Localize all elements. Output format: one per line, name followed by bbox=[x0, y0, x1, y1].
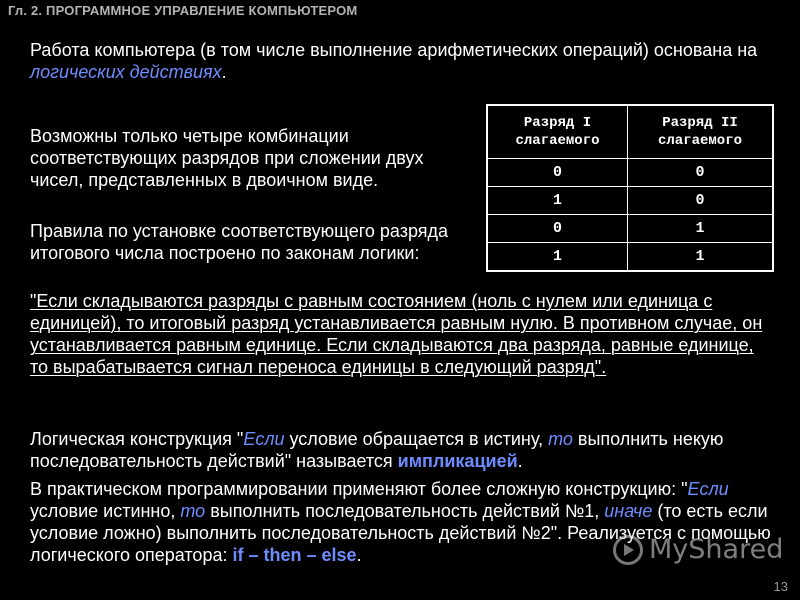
table-row bbox=[487, 159, 773, 187]
table-row bbox=[487, 215, 773, 243]
practice-operator: if – then – else bbox=[232, 545, 357, 565]
page-number: 13 bbox=[773, 579, 788, 594]
table-cell: 1 bbox=[487, 187, 628, 215]
implication-if: Если bbox=[243, 429, 285, 449]
table-cell: 0 bbox=[487, 215, 628, 243]
practice-else: иначе bbox=[604, 501, 653, 521]
table-cell: 1 bbox=[628, 215, 774, 243]
practice-text-1: В практическом программировании применяют более сложную конструкцию: " bbox=[30, 479, 688, 499]
slide-header: Гл. 2. ПРОГРАММНОЕ УПРАВЛЕНИЕ КОМПЬЮТЕРОМ bbox=[8, 3, 358, 18]
implication-text-2: условие обращается в истину, bbox=[284, 429, 549, 449]
intro-accent: логических действиях bbox=[30, 62, 222, 82]
rule-quote: "Если складываются разряды с равным состоянием (ноль с нулем или единица с единицей), то итоговый разряд устанавливается равным нулю. В противном случае, он устанавливается равным единице. Если складываются два разряда, равные единице, то вырабатывается сигнал переноса единицы в следующий разряд". bbox=[30, 291, 763, 377]
table-header-cell: Разряд I слагаемого bbox=[487, 105, 628, 159]
addition-bits-table bbox=[486, 104, 774, 272]
implication-then: то bbox=[548, 429, 573, 449]
practice-then: то bbox=[180, 501, 206, 521]
table-cell: 0 bbox=[628, 187, 774, 215]
table-cell: 0 bbox=[628, 159, 774, 187]
implication-text-3: выполнить некую последовательность действий" называется bbox=[30, 429, 724, 471]
table-row bbox=[487, 187, 773, 215]
intro-text-1: Работа компьютера (в том числе выполнение арифметических операций) основана на bbox=[30, 40, 758, 60]
practice-text-2: условие истинно, bbox=[30, 501, 181, 521]
table-row bbox=[487, 243, 773, 272]
table-header-row bbox=[487, 105, 773, 159]
table-cell: 1 bbox=[487, 243, 628, 272]
rules-intro-paragraph: Правила по установке соответствующего разряда итогового числа построено по законам логики: bbox=[30, 221, 449, 263]
implication-text-1: Логическая конструкция " bbox=[30, 429, 244, 449]
intro-text-2: . bbox=[221, 62, 227, 82]
watermark-text: MyShared bbox=[649, 534, 784, 565]
practice-text-4: (то есть если условие ложно) выполнить последовательность действий №2". Реализуется с помощью логического оператора: bbox=[30, 501, 771, 565]
table-cell: 0 bbox=[487, 159, 628, 187]
practice-text-5: . bbox=[356, 545, 362, 565]
combinations-paragraph: Возможны только четыре комбинации соответствующих разрядов при сложении двух чисел, представленных в двоичном виде. bbox=[30, 126, 424, 190]
intro-paragraph bbox=[30, 39, 760, 83]
myshared-watermark bbox=[613, 534, 783, 565]
practice-text-3: выполнить последовательность действий №1, bbox=[205, 501, 605, 521]
table-header-cell: Разряд II слагаемого bbox=[628, 105, 774, 159]
implication-text-4: . bbox=[517, 451, 523, 471]
practice-if: Если bbox=[687, 479, 729, 499]
implication-paragraph bbox=[30, 428, 772, 472]
implication-term: импликацией bbox=[397, 451, 518, 471]
table-cell: 1 bbox=[628, 243, 774, 272]
play-icon bbox=[613, 535, 643, 565]
